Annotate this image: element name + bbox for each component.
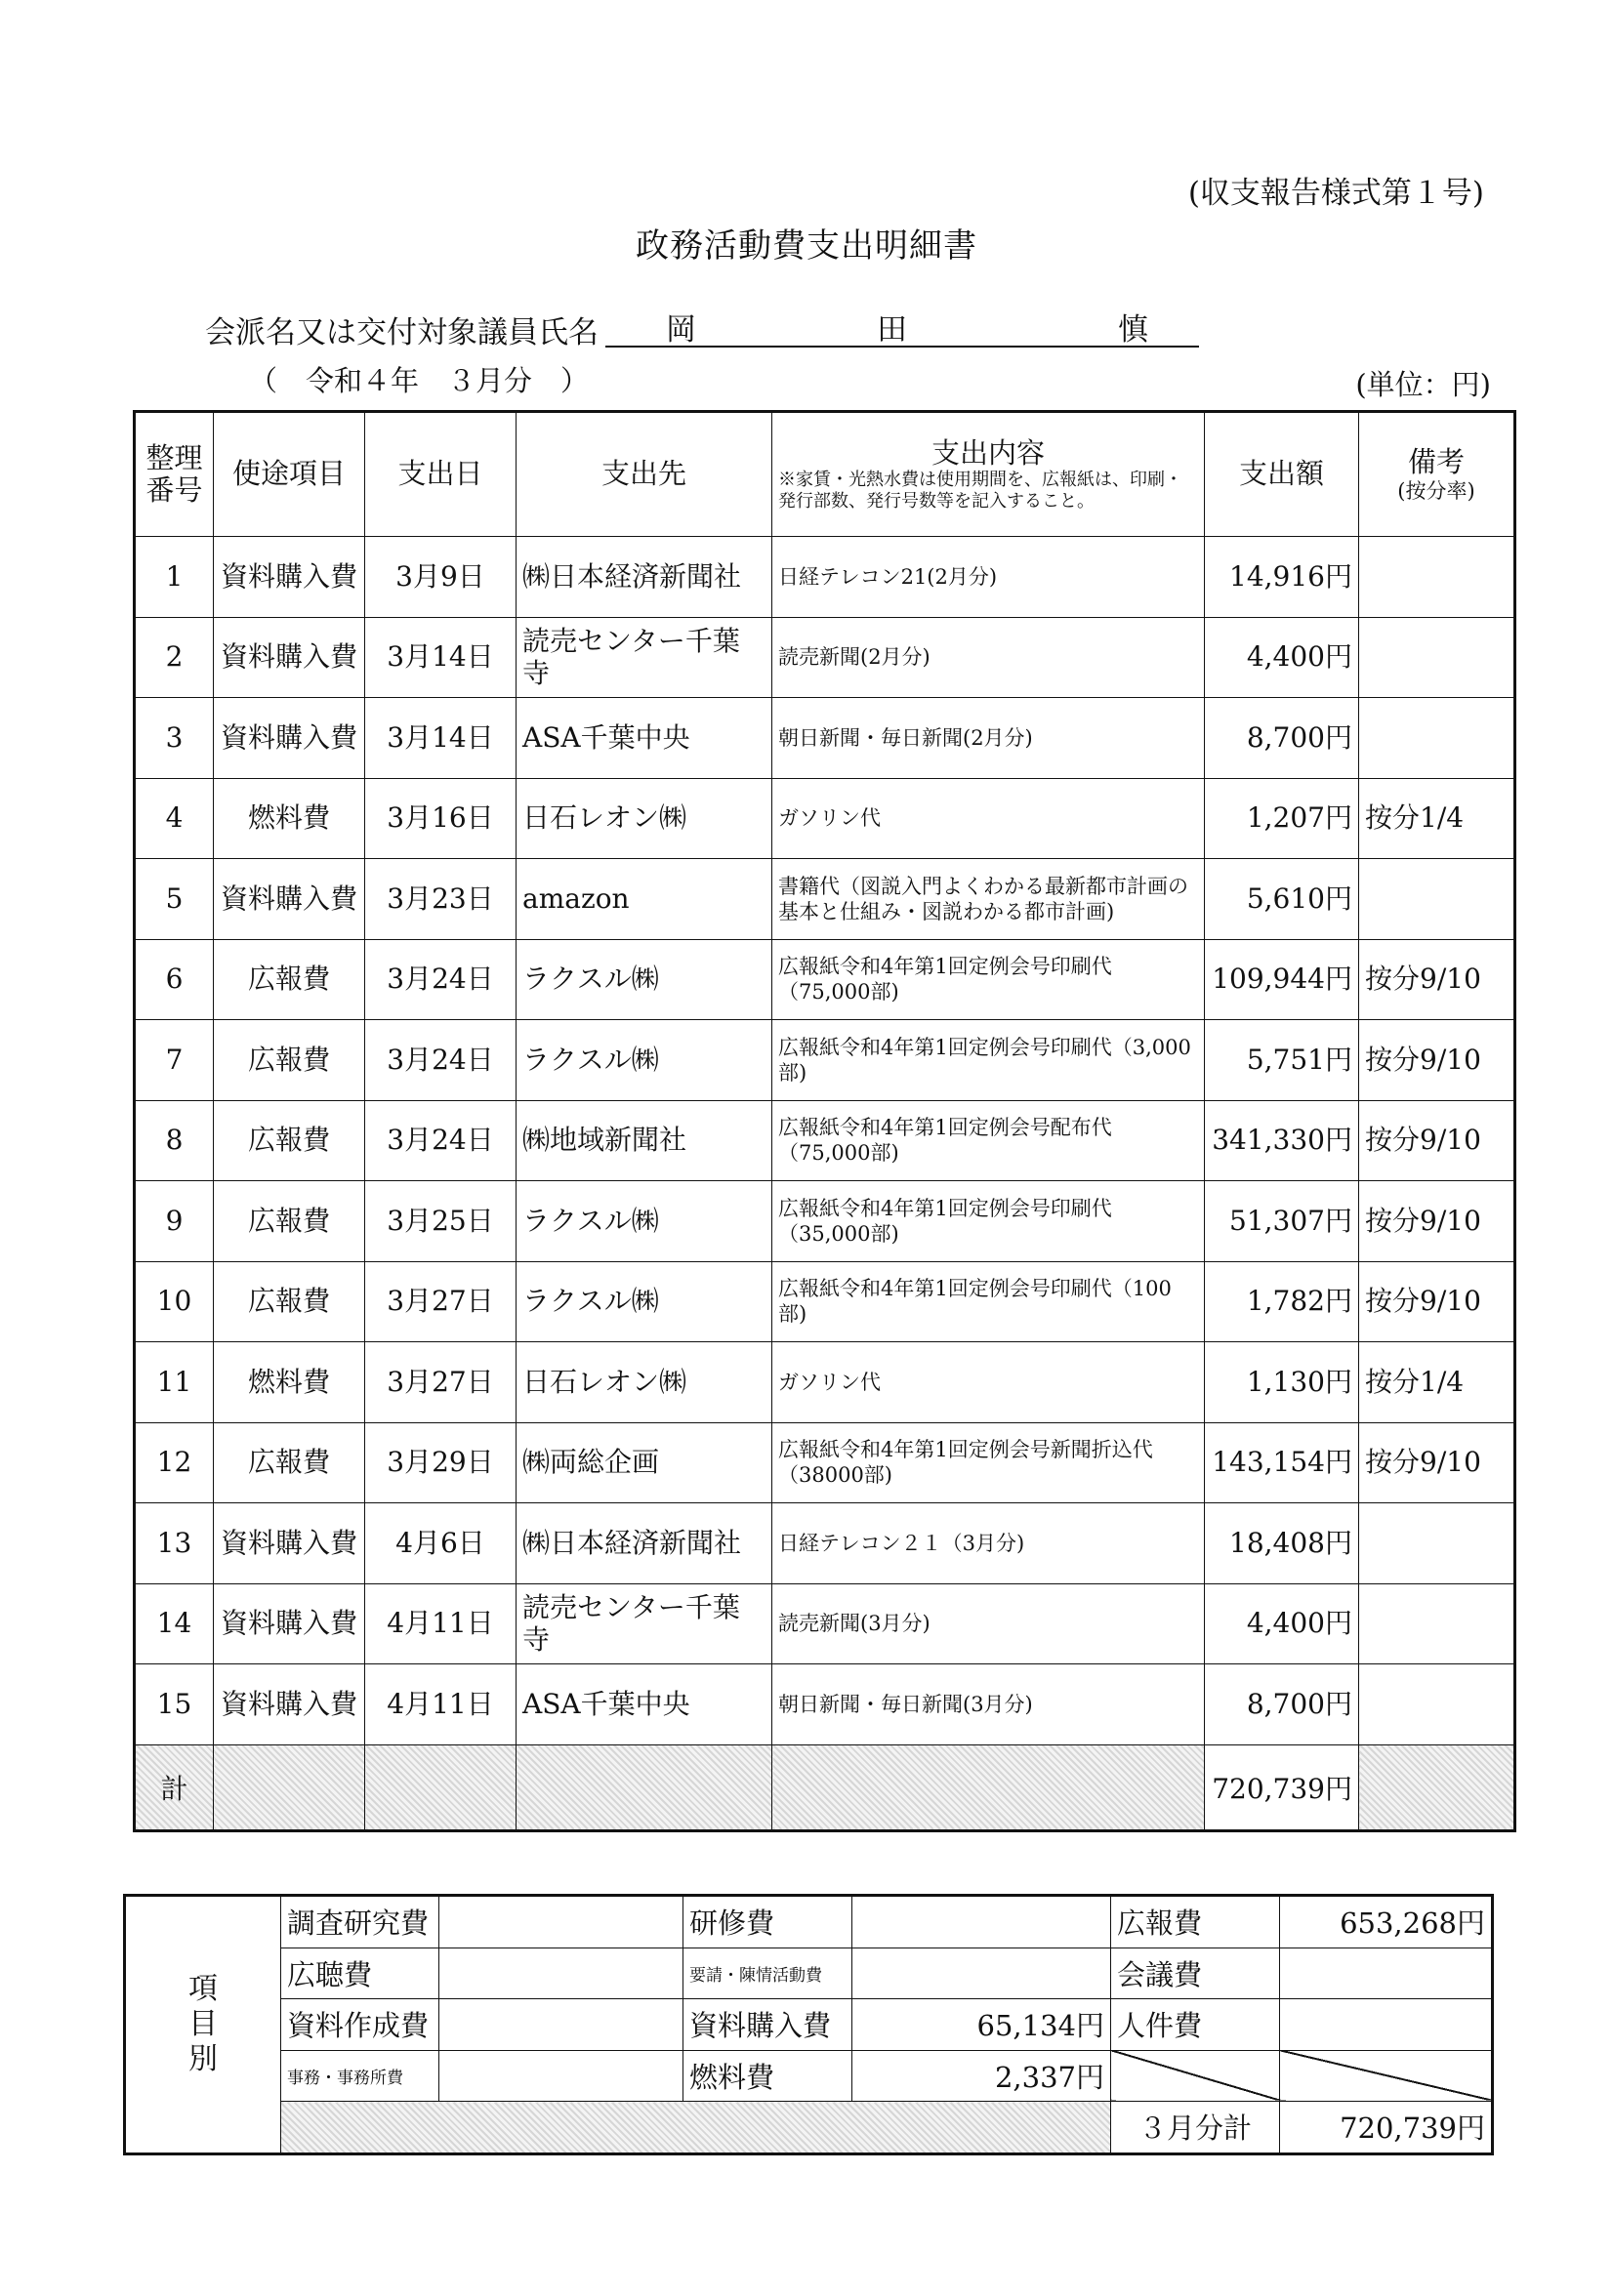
- cell-no: 1: [135, 537, 214, 618]
- table-row: [135, 1020, 1515, 1101]
- expense-table: [133, 410, 1516, 1832]
- cell-content: 広報紙令和4年第1回定例会号印刷代（35,000部): [772, 1181, 1205, 1262]
- cell-category: 資料購入費: [214, 1583, 365, 1664]
- cell-payee: ASA千葉中央: [517, 698, 772, 779]
- cell-content: 広報紙令和4年第1回定例会号印刷代（3,000部): [772, 1020, 1205, 1101]
- value-office: [439, 2050, 683, 2102]
- member-name-char: 田: [877, 312, 907, 348]
- label-meeting: 会議費: [1111, 1948, 1280, 1999]
- diagonal-blank: [1111, 2050, 1280, 2102]
- cell-payee: amazon: [517, 859, 772, 940]
- table-row: [135, 1422, 1515, 1503]
- cell-amount: 51,307円: [1205, 1181, 1359, 1262]
- shaded-blank: [281, 2102, 1111, 2154]
- cell-date: 3月29日: [365, 1422, 517, 1503]
- cell-date: 3月24日: [365, 939, 517, 1020]
- cell-no: 3: [135, 698, 214, 779]
- cell-amount: 1,782円: [1205, 1261, 1359, 1342]
- label-research: 調査研究費: [281, 1896, 439, 1948]
- cell-amount: 5,610円: [1205, 859, 1359, 940]
- cell-payee: ラクスル㈱: [517, 1020, 772, 1101]
- header-category: 使途項目: [214, 412, 365, 537]
- cell-content: 広報紙令和4年第1回定例会号配布代（75,000部): [772, 1100, 1205, 1181]
- cell-remarks: [1359, 859, 1515, 940]
- cell-date: 3月16日: [365, 778, 517, 859]
- cell-remarks: 按分9/10: [1359, 1020, 1515, 1101]
- cell-no: 11: [135, 1342, 214, 1423]
- value-training: [852, 1896, 1111, 1948]
- report-period: （ 令和４年 ３月分 ）: [249, 364, 590, 397]
- cell-remarks: 按分9/10: [1359, 1181, 1515, 1262]
- cell-amount: 5,751円: [1205, 1020, 1359, 1101]
- cell-amount: 8,700円: [1205, 1664, 1359, 1745]
- cell-amount: 14,916円: [1205, 537, 1359, 618]
- cell-category: 資料購入費: [214, 617, 365, 698]
- cell-category: 広報費: [214, 1261, 365, 1342]
- cell-date: 4月11日: [365, 1664, 517, 1745]
- cell-content: 日経テレコン21(2月分): [772, 537, 1205, 618]
- cell-no: 8: [135, 1100, 214, 1181]
- value-docs: [439, 1999, 683, 2051]
- cell-content: 読売新聞(2月分): [772, 617, 1205, 698]
- cell-amount: 1,207円: [1205, 778, 1359, 859]
- value-fuel: 2,337円: [852, 2050, 1111, 2102]
- cell-no: 12: [135, 1422, 214, 1503]
- cell-category: 燃料費: [214, 778, 365, 859]
- value-hearing: [439, 1948, 683, 1999]
- header-no: 整理 番号: [135, 412, 214, 537]
- cell-date: 3月27日: [365, 1342, 517, 1423]
- cell-date: 4月11日: [365, 1583, 517, 1664]
- header-payee: 支出先: [517, 412, 772, 537]
- cell-no: 13: [135, 1503, 214, 1584]
- table-row: [135, 1261, 1515, 1342]
- cell-payee: 読売センター千葉寺: [517, 617, 772, 698]
- total-label: 計: [135, 1744, 214, 1830]
- cell-remarks: 按分9/10: [1359, 1261, 1515, 1342]
- total-row: [135, 1744, 1515, 1830]
- cell-content: ガソリン代: [772, 778, 1205, 859]
- cell-content: 広報紙令和4年第1回定例会号新聞折込代（38000部): [772, 1422, 1205, 1503]
- table-row: [135, 1503, 1515, 1584]
- cell-payee: ㈱両総企画: [517, 1422, 772, 1503]
- cell-payee: ラクスル㈱: [517, 939, 772, 1020]
- label-pr: 広報費: [1111, 1896, 1280, 1948]
- value-petition: [852, 1948, 1111, 1999]
- table-header-row: [135, 412, 1515, 537]
- header-content-note: ※家賃・光熱水費は使用期間を、広報紙は、印刷・発行部数、発行号数等を記入すること。: [778, 470, 1182, 512]
- cell-remarks: [1359, 698, 1515, 779]
- table-row: [135, 1583, 1515, 1664]
- cell-remarks: 按分9/10: [1359, 939, 1515, 1020]
- label-petition: 要請・陳情活動費: [683, 1948, 852, 1999]
- cell-content: ガソリン代: [772, 1342, 1205, 1423]
- label-docs: 資料作成費: [281, 1999, 439, 2051]
- table-row: [135, 1100, 1515, 1181]
- table-row: [135, 939, 1515, 1020]
- category-summary-table: [123, 1894, 1494, 2155]
- cell-date: 3月24日: [365, 1020, 517, 1101]
- cell-content: 広報紙令和4年第1回定例会号印刷代（100部): [772, 1261, 1205, 1342]
- cell-payee: ASA千葉中央: [517, 1664, 772, 1745]
- cell-content: 広報紙令和4年第1回定例会号印刷代（75,000部): [772, 939, 1205, 1020]
- cell-content: 書籍代（図説入門よくわかる最新都市計画の基本と仕組み・図説わかる都市計画): [772, 859, 1205, 940]
- value-purchase: 65,134円: [852, 1999, 1111, 2051]
- cell-no: 5: [135, 859, 214, 940]
- cell-remarks: 按分9/10: [1359, 1422, 1515, 1503]
- table-row: [135, 859, 1515, 940]
- cell-date: 4月6日: [365, 1503, 517, 1584]
- cell-payee: 日石レオン㈱: [517, 778, 772, 859]
- cell-amount: 143,154円: [1205, 1422, 1359, 1503]
- cell-category: 広報費: [214, 1422, 365, 1503]
- value-research: [439, 1896, 683, 1948]
- label-hearing: 広聴費: [281, 1948, 439, 1999]
- cell-amount: 341,330円: [1205, 1100, 1359, 1181]
- cell-category: 資料購入費: [214, 698, 365, 779]
- cell-category: 資料購入費: [214, 1503, 365, 1584]
- cell-category: 資料購入費: [214, 1664, 365, 1745]
- cell-remarks: [1359, 617, 1515, 698]
- cell-remarks: 按分1/4: [1359, 1342, 1515, 1423]
- table-row: [135, 537, 1515, 618]
- cell-category: 資料購入費: [214, 537, 365, 618]
- label-fuel: 燃料費: [683, 2050, 852, 2102]
- unit-label: (単位：円): [1355, 368, 1491, 401]
- cell-no: 2: [135, 617, 214, 698]
- cell-remarks: [1359, 1583, 1515, 1664]
- table-row: [135, 1342, 1515, 1423]
- cell-payee: ラクスル㈱: [517, 1261, 772, 1342]
- value-pr: 653,268円: [1280, 1896, 1493, 1948]
- cell-payee: ㈱日本経済新聞社: [517, 1503, 772, 1584]
- cell-no: 6: [135, 939, 214, 1020]
- cell-content: 日経テレコン２１（3月分): [772, 1503, 1205, 1584]
- cell-date: 3月27日: [365, 1261, 517, 1342]
- cell-content: 朝日新聞・毎日新聞(3月分): [772, 1664, 1205, 1745]
- member-label: 会派名又は交付対象議員氏名: [205, 315, 599, 350]
- cell-amount: 4,400円: [1205, 1583, 1359, 1664]
- header-content: 支出内容 ※家賃・光熱水費は使用期間を、広報紙は、印刷・発行部数、発行号数等を記入すること。: [772, 412, 1205, 537]
- cell-no: 15: [135, 1664, 214, 1745]
- cell-date: 3月23日: [365, 859, 517, 940]
- header-remarks: 備考 (按分率): [1359, 412, 1515, 537]
- header-date: 支出日: [365, 412, 517, 537]
- cell-payee: 読売センター千葉寺: [517, 1583, 772, 1664]
- cell-payee: 日石レオン㈱: [517, 1342, 772, 1423]
- form-code: (収支報告様式第１号): [1187, 176, 1484, 211]
- cell-payee: ラクスル㈱: [517, 1181, 772, 1262]
- member-name-char: 慎: [1118, 312, 1148, 348]
- total-amount: 720,739円: [1205, 1744, 1359, 1830]
- value-meeting: [1280, 1948, 1493, 1999]
- cell-content: 読売新聞(3月分): [772, 1583, 1205, 1664]
- label-purchase: 資料購入費: [683, 1999, 852, 2051]
- cell-date: 3月9日: [365, 537, 517, 618]
- cell-category: 広報費: [214, 939, 365, 1020]
- cell-payee: ㈱日本経済新聞社: [517, 537, 772, 618]
- table-row: [135, 698, 1515, 779]
- cell-remarks: [1359, 1664, 1515, 1745]
- cell-category: 広報費: [214, 1100, 365, 1181]
- cell-remarks: 按分1/4: [1359, 778, 1515, 859]
- cell-content: 朝日新聞・毎日新聞(2月分): [772, 698, 1205, 779]
- member-name-char: 岡: [666, 312, 696, 348]
- cell-remarks: [1359, 537, 1515, 618]
- cell-amount: 8,700円: [1205, 698, 1359, 779]
- expense-rows: [135, 537, 1515, 1745]
- cell-category: 燃料費: [214, 1342, 365, 1423]
- cell-remarks: 按分9/10: [1359, 1100, 1515, 1181]
- cell-category: 広報費: [214, 1181, 365, 1262]
- summary-side-label: 項 目 別: [125, 1896, 281, 2154]
- table-row: [135, 1664, 1515, 1745]
- cell-no: 7: [135, 1020, 214, 1101]
- cell-no: 10: [135, 1261, 214, 1342]
- cell-amount: 4,400円: [1205, 617, 1359, 698]
- value-personnel: [1280, 1999, 1493, 2051]
- cell-amount: 18,408円: [1205, 1503, 1359, 1584]
- page-title: 政務活動費支出明細書: [636, 226, 977, 266]
- cell-category: 広報費: [214, 1020, 365, 1101]
- cell-date: 3月14日: [365, 617, 517, 698]
- header-amount: 支出額: [1205, 412, 1359, 537]
- cell-amount: 1,130円: [1205, 1342, 1359, 1423]
- cell-no: 14: [135, 1583, 214, 1664]
- cell-no: 9: [135, 1181, 214, 1262]
- table-row: [135, 1181, 1515, 1262]
- diagonal-blank: [1280, 2050, 1493, 2102]
- cell-date: 3月14日: [365, 698, 517, 779]
- cell-date: 3月24日: [365, 1100, 517, 1181]
- cell-payee: ㈱地域新聞社: [517, 1100, 772, 1181]
- label-personnel: 人件費: [1111, 1999, 1280, 2051]
- month-total-label: ３月分計: [1111, 2102, 1280, 2154]
- month-total-value: 720,739円: [1280, 2102, 1493, 2154]
- cell-amount: 109,944円: [1205, 939, 1359, 1020]
- cell-no: 4: [135, 778, 214, 859]
- label-training: 研修費: [683, 1896, 852, 1948]
- cell-remarks: [1359, 1503, 1515, 1584]
- table-row: [135, 617, 1515, 698]
- label-office: 事務・事務所費: [281, 2050, 439, 2102]
- cell-category: 資料購入費: [214, 859, 365, 940]
- table-row: [135, 778, 1515, 859]
- cell-date: 3月25日: [365, 1181, 517, 1262]
